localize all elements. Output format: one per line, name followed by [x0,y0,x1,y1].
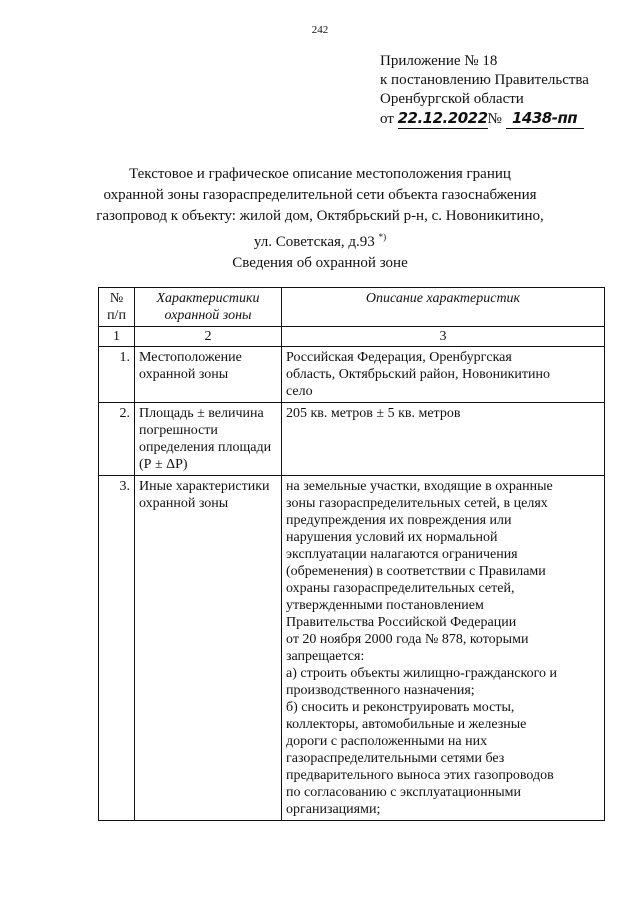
row-characteristic [135,476,282,821]
row-number: 1. [99,347,135,403]
description-line: предварительного выноса этих газопроводов [286,768,554,783]
characteristic-line: Площадь ± величина [139,406,264,421]
title-line-3: газопровод к объекту: жилой дом, Октябрьский р-н, с. Новоникитино, [96,208,544,224]
characteristic-line: Иные характеристики [139,479,270,494]
column-number-2: 2 [135,327,282,347]
characteristic-line: охранной зоны [139,496,229,511]
number-sign: № [487,111,502,127]
description-line: эксплуатации налагаются ограничения [286,547,518,562]
header-characteristic-line2: охранной зоны [164,308,252,323]
column-numbers-row [99,327,605,347]
description-line: село [286,384,313,399]
column-number-3: 3 [282,327,605,347]
description-line: коллекторы, автомобильные и железные [286,717,527,732]
handwritten-number: 1438-пп [506,109,584,129]
description-line: зоны газораспределительных сетей, в целях [286,496,548,511]
row-characteristic [135,347,282,403]
header-number-line1: № [109,291,124,306]
header-number-line2: п/п [107,308,126,323]
description-line: организациями; [286,802,381,817]
row-number: 3. [99,476,135,821]
description-line: на земельные участки, входящие в охранные [286,479,553,494]
title-address: ул. Советская, д.93 [253,234,375,250]
protection-zone-table [98,287,605,821]
description-line: б) сносить и реконструировать мосты, [286,700,515,715]
description-line: от 20 ноября 2000 года № 878, которыми [286,632,529,647]
from-prefix: от [380,111,394,127]
description-line: 205 кв. метров ± 5 кв. метров [286,406,461,421]
description-line: утвержденными постановлением [286,598,484,613]
description-line: по согласованию с эксплуатационными [286,785,521,800]
table-row [99,347,605,403]
header-characteristic-line1: Характеристики [156,291,260,306]
row-description [282,403,605,476]
characteristic-line: (Р ± ΔР) [139,457,188,472]
footnote-mark: *) [378,232,387,242]
appendix-decree-ref: к постановлению Правительства [380,72,589,88]
description-line: Правительства Российской Федерации [286,615,517,630]
description-line: нарушения условий их нормальной [286,530,498,545]
characteristic-line: охранной зоны [139,367,229,382]
appendix-title: Приложение № 18 [380,53,498,69]
row-characteristic [135,403,282,476]
title-line-4 [0,227,640,253]
description-line: охраны газораспределительных сетей, [286,581,515,596]
description-line: область, Октябрьский район, Новоникитино [286,367,551,382]
table-row [99,476,605,821]
description-line: газораспределительными сетями без [286,751,505,766]
title-line-2: охранной зоны газораспределительной сети объекта газоснабжения [103,187,537,203]
header-number [99,288,135,327]
description-line: запрещается: [286,649,365,664]
description-line: дороги с расположенными на них [286,734,488,749]
appendix-region: Оренбургской области [380,91,524,107]
section-title: Сведения об охранной зоне [232,255,408,271]
description-line: а) строить объекты жилищно-гражданского и [286,666,557,681]
row-description [282,476,605,821]
description-line: (обременения) в соответствии с Правилами [286,564,546,579]
row-description [282,347,605,403]
characteristic-line: определения площади [139,440,272,455]
appendix-block [380,52,589,129]
page-number: 242 [311,24,329,36]
column-number-1: 1 [99,327,135,347]
description-line: производственного назначения; [286,683,475,698]
characteristic-line: погрешности [139,423,218,438]
handwritten-date: 22.12.2022 [397,109,488,127]
header-characteristic [135,288,282,327]
table-row [99,403,605,476]
description-line: Российская Федерация, Оренбургская [286,350,512,365]
document-title [0,164,640,253]
title-line-1: Текстовое и графическое описание местоположения границ [129,166,511,182]
description-line: предупреждения их повреждения или [286,513,512,528]
characteristic-line: Местоположение [139,350,242,365]
header-description: Описание характеристик [282,288,605,327]
row-number: 2. [99,403,135,476]
table-body [99,347,605,821]
appendix-date-number [380,109,589,129]
table-header-row [99,288,605,327]
